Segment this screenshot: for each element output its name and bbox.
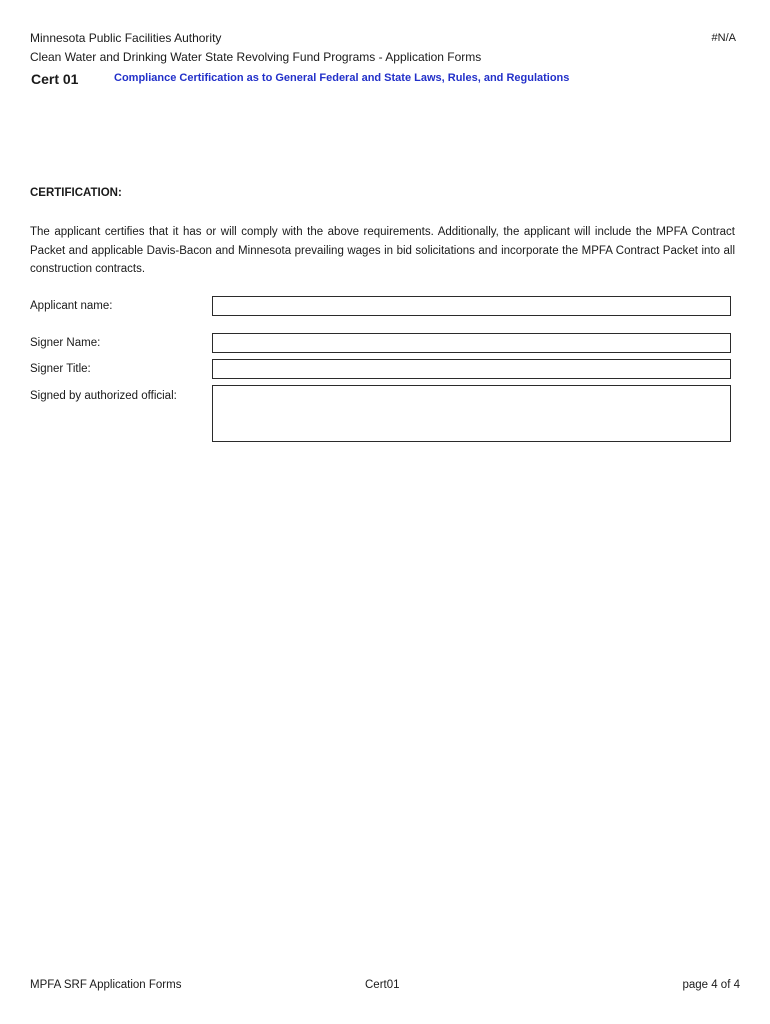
footer-form-id: Cert01: [365, 979, 400, 991]
signer-name-label: Signer Name:: [30, 337, 101, 349]
footer-page-number: page 4 of 4: [682, 979, 740, 991]
certification-text: The applicant certifies that it has or will comply with the above requirements. Additionally, the applicant will include the MPFA Contract Packet and applicable Davis-Bacon and Minnesota prevailing wages in bid solicitations and incorporate the MPFA Contract Packet into all construction contracts.: [30, 226, 735, 275]
organization-name: Minnesota Public Facilities Authority: [30, 31, 222, 45]
applicant-name-field[interactable]: [212, 296, 731, 316]
form-title: Compliance Certification as to General Federal and State Laws, Rules, and Regulations: [114, 72, 570, 84]
signer-name-field[interactable]: [212, 333, 731, 353]
applicant-name-label: Applicant name:: [30, 300, 113, 312]
signature-field[interactable]: [212, 385, 731, 442]
form-code: Cert 01: [31, 71, 79, 87]
signer-title-field[interactable]: [212, 359, 731, 379]
footer-form-set: MPFA SRF Application Forms: [30, 979, 182, 991]
program-name: Clean Water and Drinking Water State Revolving Fund Programs - Application Forms: [30, 50, 482, 64]
certification-heading: CERTIFICATION:: [30, 187, 122, 199]
signature-label: Signed by authorized official:: [30, 390, 177, 402]
signer-title-label: Signer Title:: [30, 363, 91, 375]
reference-value: #N/A: [711, 32, 736, 44]
